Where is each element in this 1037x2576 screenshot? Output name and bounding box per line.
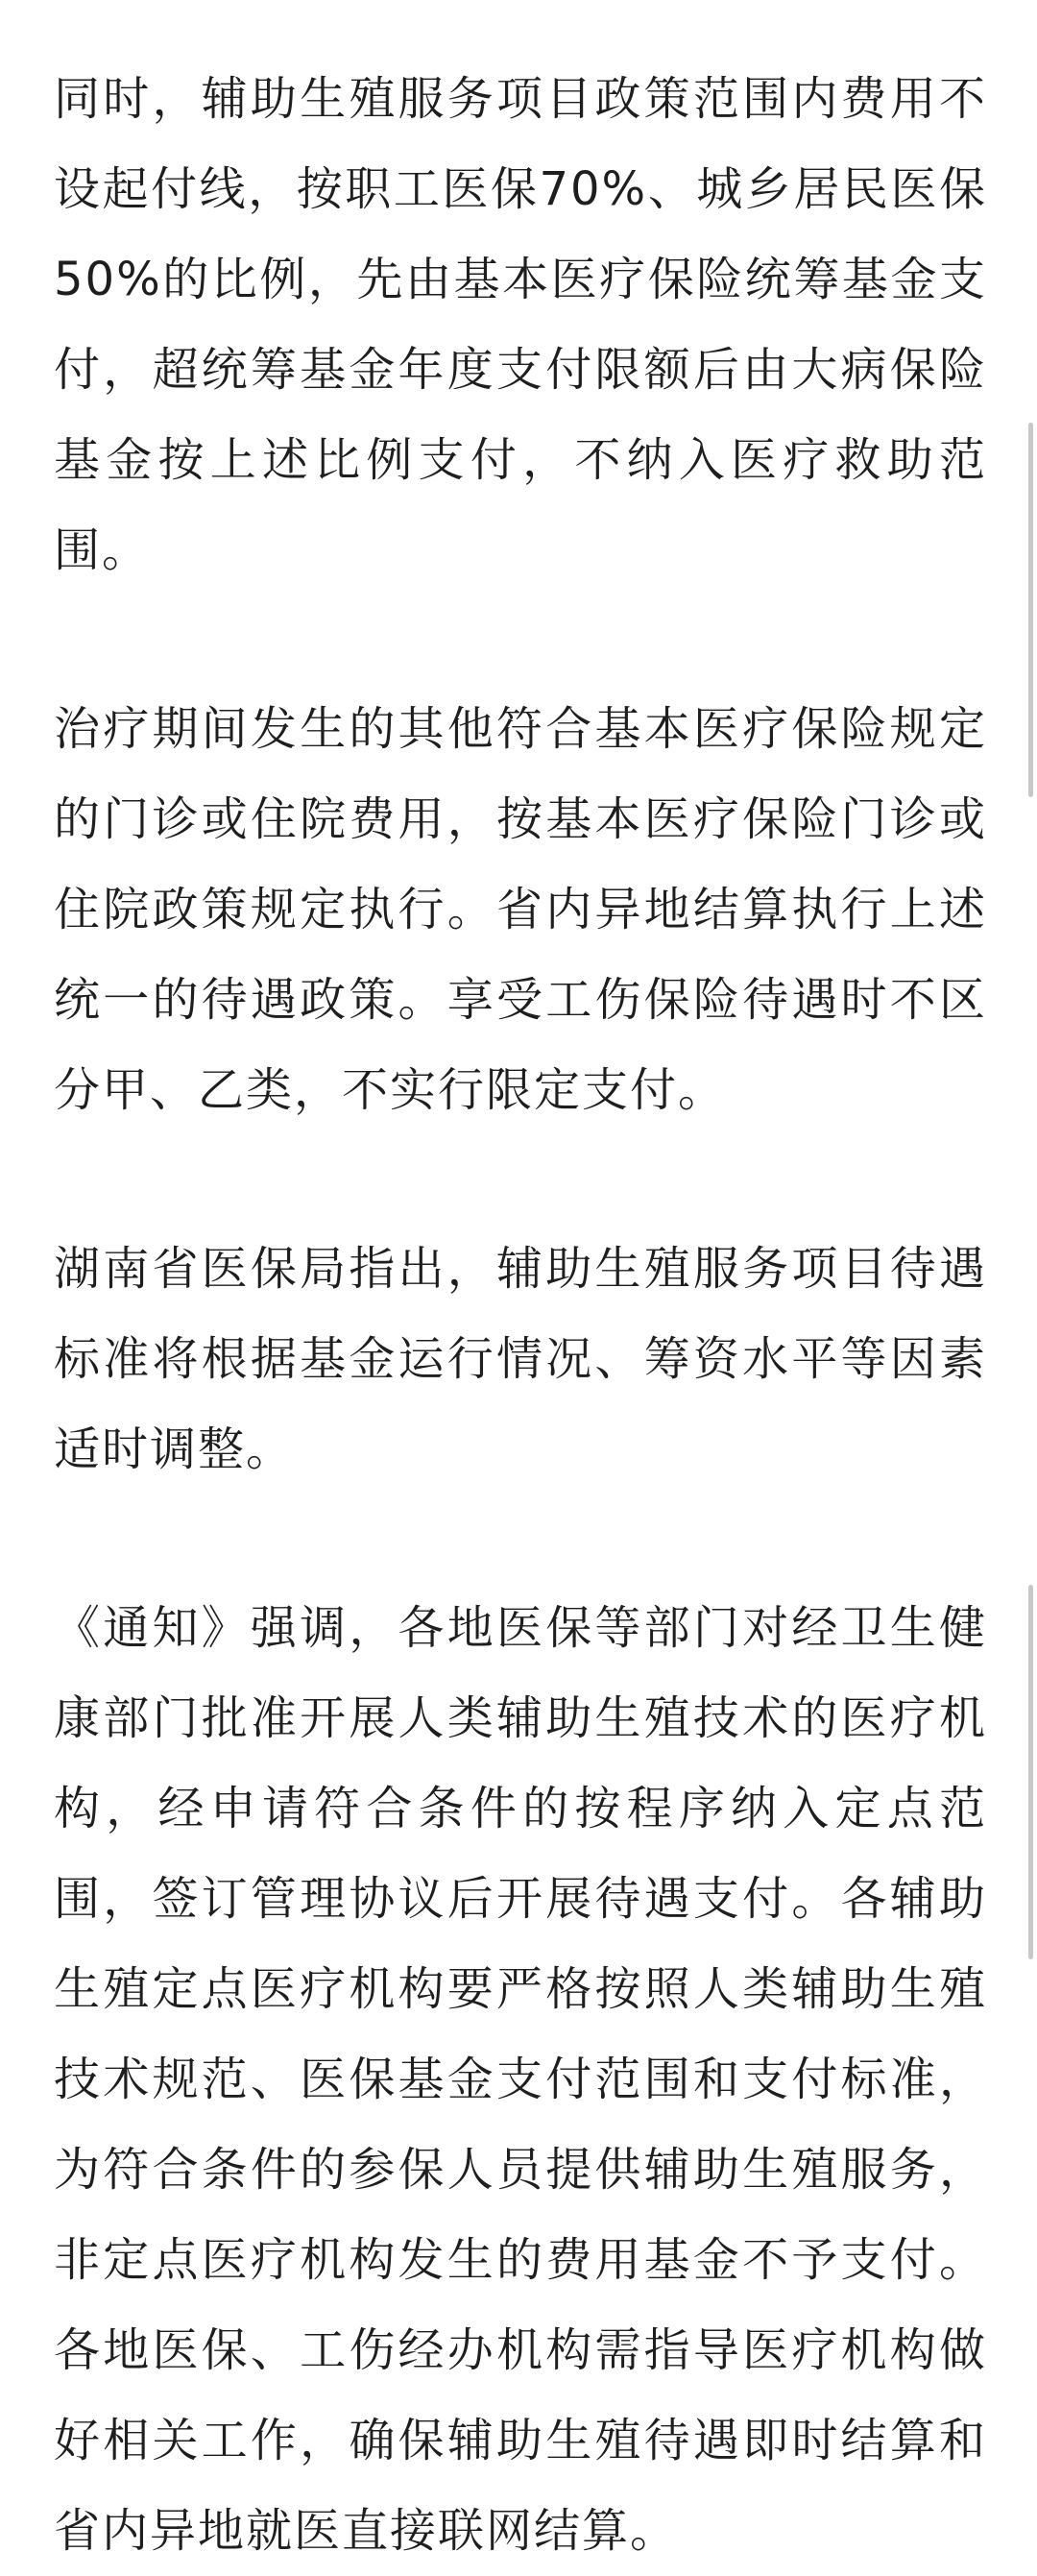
paragraph-notice-emphasis: 《通知》强调，各地医保等部门对经卫生健康部门批准开展人类辅助生殖技术的医疗机构，经申请符合条件的按程序纳入定点范围，签订管理协议后开展待遇支付。各辅助生殖定点医疗机构要严格按照人类辅助生殖技术规范、医保基金支付范围和支付标准，为符合条件的参保人员提供辅助生殖服务，非定点医疗机构发生的费用基金不予支付。各地医保、工伤经办机构需指导医疗机构做好相关工作，确保辅助生殖待遇即时结算和省内异地就医直接联网结算。 xyxy=(54,1601,987,2558)
paragraph-payment-ratio: 同时，辅助生殖服务项目政策范围内费用不设起付线，按职工医保70%、城乡居民医保50%的比例，先由基本医疗保险统筹基金支付，超统筹基金年度支付限额后由大病保险基金按上述比例支付，不纳入医疗救助范围。 xyxy=(54,72,987,577)
scrollbar-thumb[interactable] xyxy=(1028,423,1033,797)
scrollbar[interactable] xyxy=(1028,0,1034,2401)
paragraph-other-expenses: 治疗期间发生的其他符合基本医疗保险规定的门诊或住院费用，按基本医疗保险门诊或住院政策规定执行。省内异地结算执行上述统一的待遇政策。享受工伤保险待遇时不区分甲、乙类，不实行限定支付。 xyxy=(54,702,987,1117)
scrollbar-thumb[interactable] xyxy=(1028,1585,1033,1959)
article-body xyxy=(54,54,987,2576)
paragraph-standard-adjustment: 湖南省医保局指出，辅助生殖服务项目待遇标准将根据基金运行情况、筹资水平等因素适时调整。 xyxy=(54,1242,987,1476)
